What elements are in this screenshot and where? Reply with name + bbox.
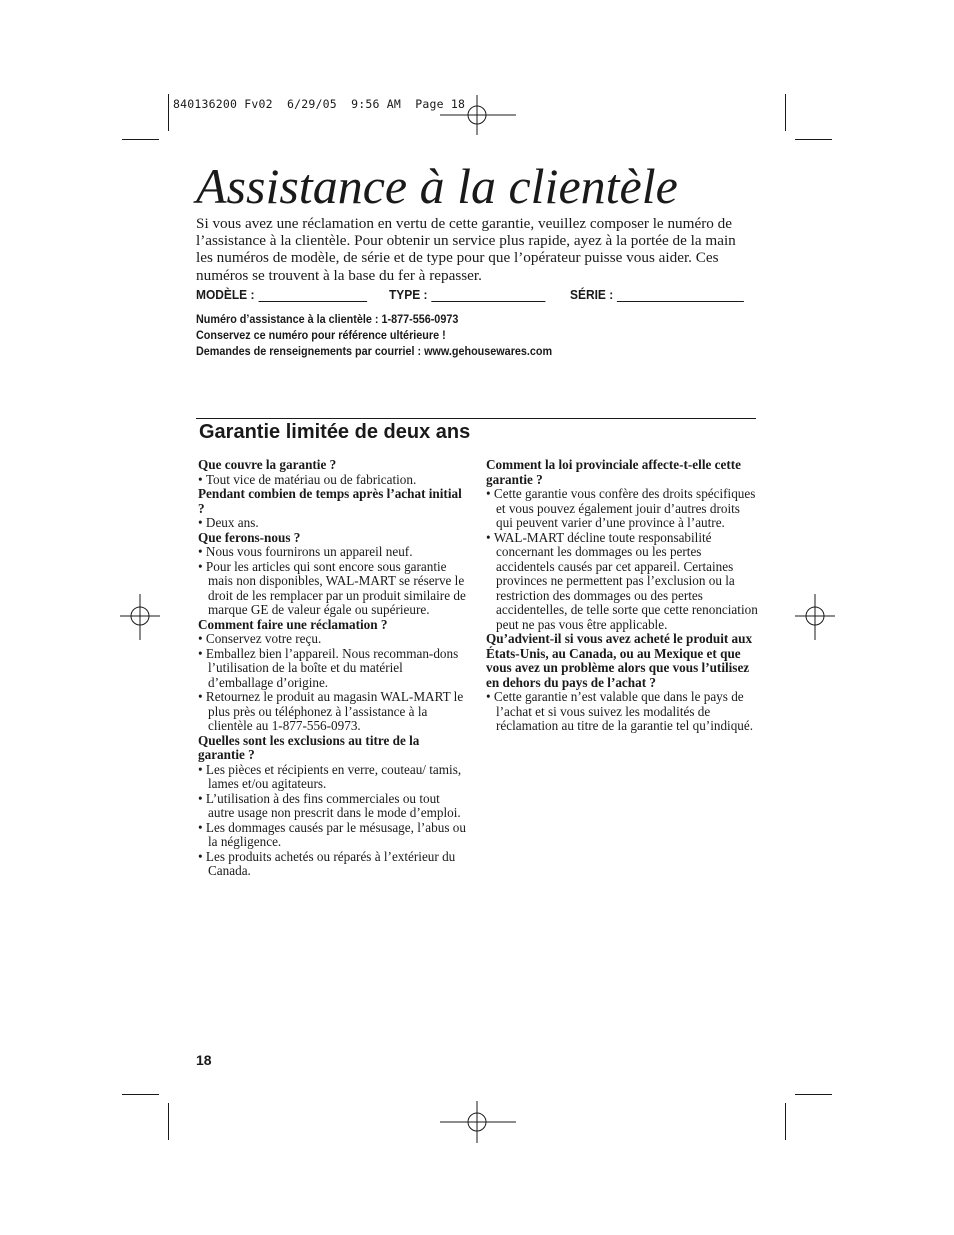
intro-paragraph: Si vous avez une réclamation en vertu de cette garantie, veuillez composer le numéro de l’assistance à la clientèle. Pour obtenir un service plus rapide, ayez à la portée de la main les numéros de modèle, de série et de type pour que l’opérateur puisse vous aider. Ces numéros se trouvent à la base du fer à repasser.	[196, 215, 736, 284]
faq-answer: • Deux ans.	[198, 516, 468, 531]
warranty-heading: Garantie limitée de deux ans	[199, 421, 471, 443]
faq-answer: • Cette garantie vous confère des droits spécifiques et vous pouvez également jouir d’autres droits qui peuvent varier d’une province à l’autre.	[486, 487, 758, 531]
crop-mark	[168, 1103, 169, 1140]
serial-label: SÉRIE :	[570, 287, 614, 302]
keep-number-note: Conservez ce numéro pour référence ultérieure !	[196, 328, 446, 342]
faq-item	[198, 734, 468, 879]
registration-mark-icon	[440, 1101, 516, 1143]
crop-mark	[795, 139, 832, 140]
faq-answer: • Cette garantie n’est valable que dans le pays de l’achat et si vous suivez les modalités de réclamation au titre de la garantie tel qu’indiqué.	[486, 690, 758, 734]
registration-mark-icon	[120, 594, 160, 640]
faq-question: Que couvre la garantie ?	[198, 457, 337, 472]
faq-answer: • Les dommages causés par le mésusage, l’abus ou la négligence.	[198, 821, 468, 850]
faq-answer: • Retournez le produit au magasin WAL-MART le plus près ou téléphonez à l’assistance à la clientèle au 1-877-556-0973.	[198, 690, 468, 734]
faq-answer: • Pour les articles qui sont encore sous garantie mais non disponibles, WAL-MART se réserve le droit de les remplacer par un produit similaire de marque GE de valeur égale ou supérieure.	[198, 560, 468, 618]
page-title: Assistance à la clientèle	[196, 158, 678, 214]
faq-answer: • L’utilisation à des fins commerciales ou tout autre usage non prescrit dans le mode d’emploi.	[198, 792, 468, 821]
warranty-right-column	[486, 458, 758, 734]
faq-answer: • Nous vous fournirons un appareil neuf.	[198, 545, 468, 560]
faq-question: Qu’advient-il si vous avez acheté le produit aux États-Unis, au Canada, ou au Mexique et que vous avez un problème alors que vous l’utilisez en dehors du pays de l’achat ?	[486, 631, 753, 690]
print-slug: 840136200 Fv02 6/29/05 9:56 AM Page 18	[173, 97, 466, 111]
model-field	[196, 287, 367, 302]
serial-blank	[617, 287, 744, 302]
warranty-left-column	[198, 458, 468, 879]
faq-answer: • Emballez bien l’appareil. Nous recomman-dons l’utilisation de la boîte et du matériel d’emballage d’origine.	[198, 647, 468, 691]
model-label: MODÈLE :	[196, 287, 255, 302]
crop-mark	[785, 1103, 786, 1140]
crop-mark	[122, 139, 159, 140]
type-label: TYPE :	[389, 287, 428, 302]
crop-mark	[168, 94, 169, 131]
faq-answer: • WAL-MART décline toute responsabilité concernant les dommages ou les pertes accidentels causés par cet appareil. Certaines provinces ne permettent pas l’exclusion ou la restriction des dommages ou des pertes accidentelles, de telle sorte que cette renonciation peut ne pas vous être applicable.	[486, 531, 758, 633]
product-info-fields	[196, 287, 756, 307]
faq-item	[198, 458, 468, 487]
model-blank	[258, 287, 367, 302]
section-divider	[196, 418, 756, 419]
faq-question: Quelles sont les exclusions au titre de la garantie ?	[198, 732, 420, 762]
faq-item	[198, 618, 468, 734]
type-field	[389, 287, 545, 302]
registration-mark-icon	[440, 95, 516, 135]
faq-item	[198, 487, 468, 531]
contact-info	[196, 311, 592, 359]
registration-mark-icon	[795, 594, 835, 640]
faq-item	[198, 531, 468, 618]
crop-mark	[785, 94, 786, 131]
faq-item	[486, 458, 758, 632]
page-number: 18	[196, 1052, 212, 1068]
serial-field	[570, 287, 744, 302]
faq-item	[486, 632, 758, 734]
faq-answer: • Conservez votre reçu.	[198, 632, 468, 647]
crop-mark	[122, 1094, 159, 1095]
faq-answer: • Tout vice de matériau ou de fabrication.	[198, 473, 468, 488]
type-blank	[431, 287, 545, 302]
faq-answer: • Les pièces et récipients en verre, couteau/ tamis, lames et/ou agitateurs.	[198, 763, 468, 792]
faq-question: Que ferons-nous ?	[198, 529, 301, 545]
crop-mark	[795, 1094, 832, 1095]
faq-answer: • Les produits achetés ou réparés à l’extérieur du Canada.	[198, 850, 468, 879]
faq-question: Comment la loi provinciale affecte-t-elle cette garantie ?	[486, 457, 741, 487]
faq-question: Comment faire une réclamation ?	[198, 616, 388, 632]
email-inquiries: Demandes de renseignements par courriel : www.gehousewares.com	[196, 344, 553, 358]
support-phone: Numéro d’assistance à la clientèle : 1-877-556-0973	[196, 312, 459, 326]
faq-question: Pendant combien de temps après l’achat initial ?	[198, 486, 462, 516]
